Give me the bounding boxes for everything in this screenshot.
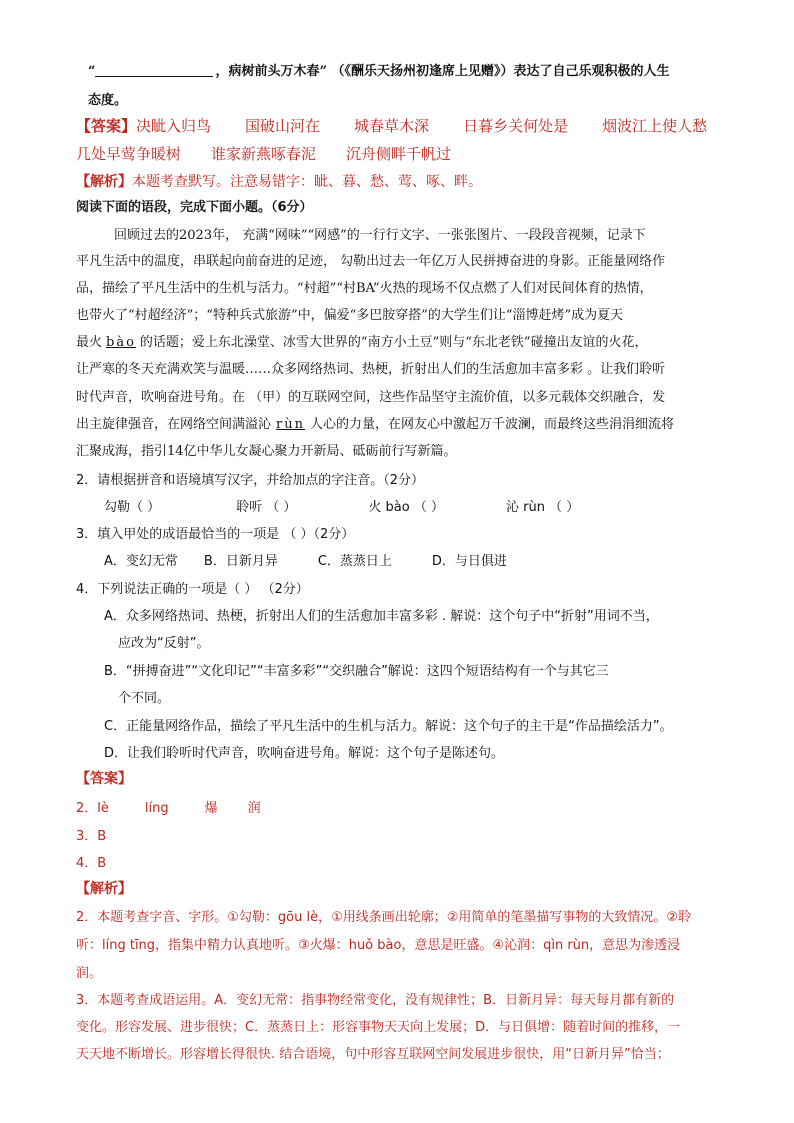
passage-line: 汇聚成海，指引14亿中华儿女凝心聚力开新局、砥砺前行写新篇。: [76, 444, 457, 459]
answer-1-row-1: [76, 115, 707, 136]
passage-text: 最火: [76, 335, 103, 350]
analysis-text: 本题考查默写。注意易错字：眦、暮、愁、莺、啄、畔。: [132, 174, 482, 190]
answer-item: 国破山河在: [245, 117, 321, 135]
answer-le: 2．lè: [76, 801, 109, 816]
answer-item: 谁家新燕啄春泥: [211, 145, 317, 163]
answer-1-row-2: [76, 143, 451, 164]
answer-run: 润: [247, 801, 261, 816]
passage-line: 回顾过去的2023年， 充满“网味”“网感”的一行行文字、一张张图片、一段段音视频，记录下: [114, 228, 646, 243]
analysis-line: 听：líng tīng，指集中精力认真地听。③火爆：huǒ bào，意思是旺盛。④沁润：qìn rùn，意思为渗透浸: [76, 938, 681, 953]
answer-item: 几处早莺争暖树: [76, 145, 182, 163]
question-2-fields: [104, 496, 579, 515]
answer-2-q2: [76, 797, 261, 816]
analysis-line: 变化。形容发展、进步很快；C．蒸蒸日上：形容事物天天向上发展；D．与日俱增：随着时间的推移，一: [76, 1020, 681, 1035]
passage-text: 人心的力量，在网友心中激起万千波澜，而最终这些涓涓细流将: [309, 417, 674, 432]
analysis-label: 【解析】: [76, 174, 132, 190]
intro-text: ，病树前头万木春” （《酬乐天扬州初逢席上见赠》）表达了自己乐观积极的人生: [215, 64, 670, 79]
answer-ling: líng: [144, 801, 169, 816]
answer-item: 日暮乡关何处是: [463, 117, 569, 135]
option-b: B．“拼搏奋进”“文化印记”“丰富多彩”“交织融合”解说：这四个短语结构有一个与其它三: [104, 664, 609, 679]
passage-text: 的话题；爱上东北澡堂、冰雪大世界的“南方小土豆”则与“东北老铁”碰撞出友谊的火花，: [139, 335, 648, 350]
option-b: B．日新月异: [203, 554, 278, 569]
question-2: 2．请根据拼音和语境填写汉字，并给加点的字注音。（2分）: [76, 473, 425, 488]
answer-item: 决眦入归鸟: [136, 117, 212, 135]
passage-line: 时代声音，吹响奋进号角。在 （甲）的互联网空间，这些作品坚守主流价值，以多元载体交织融合，发: [76, 390, 666, 405]
analysis-line: 润。: [76, 966, 103, 981]
option-c: C．正能量网络作品，描绘了平凡生活中的生机与活力。解说：这个句子的主干是“作品描绘活力”。: [104, 719, 673, 734]
passage-line: 让严寒的冬天充满欢笑与温暖……众多网络热词、热梗，折射出人们的生活愈加丰富多彩 。让我们聆听: [76, 362, 666, 377]
analysis-line: 天天地不断增长。形容增长得很快. 结合语境，句中形容互联网空间发展进步很快，用“日新月异”恰当；: [76, 1047, 670, 1062]
option-a-cont: 应改为“反射”。: [118, 636, 210, 651]
option-c: C．蒸蒸日上: [317, 554, 392, 569]
reading-title: 阅读下面的语段，完成下面小题。（6分）: [76, 200, 313, 215]
analysis-line: 3．本题考查成语运用。A．变幻无常：指事物经常变化，没有规律性；B．日新月异：每天每月都有新的: [76, 993, 675, 1008]
field-lingting: 聆听 （ ）: [236, 500, 297, 515]
question-3: 3．填入甲处的成语最恰当的一项是 （ ）（2分）: [76, 527, 355, 542]
answer-bao: 爆: [204, 801, 218, 816]
field-huobao: 火 bào （ ）: [368, 500, 444, 515]
intro-line-1: [88, 60, 670, 79]
passage-line: 也带火了“村超经济”；“特种兵式旅游”中，偏爱“多巴胺穿搭”的大学生们让“淄博赶烤”成为夏天: [76, 308, 624, 323]
analysis-1: [76, 171, 482, 191]
passage-line: [76, 331, 648, 350]
option-b-cont: 个不同。: [118, 691, 171, 706]
answer-2-q3: 3．B: [76, 829, 107, 844]
option-a: A．众多网络热词、热梗，折射出人们的生活愈加丰富多彩 . 解说：这个句子中“折射”用词不当，: [104, 609, 659, 624]
option-d: D．与日俱进: [431, 554, 507, 569]
question-4: 4．下列说法正确的一项是（ ） （2分）: [76, 582, 309, 597]
intro-line-2: 态度。: [88, 93, 128, 108]
answer-label: 【答案】: [76, 117, 137, 135]
analysis-line: 2．本题考查字音、字形。①勾勒：gōu lè，①用线条画出轮廓；②用简单的笔墨描写事物的大致情况。②聆: [76, 910, 692, 925]
option-a: A．变幻无常: [104, 554, 178, 569]
analysis-2-label: 【解析】: [76, 881, 132, 897]
pinyin-bao: bào: [106, 335, 136, 350]
answer-item: 城春草木深: [354, 117, 430, 135]
fill-blank: [95, 64, 213, 77]
passage-text: 出主旋律强音，在网络空间满溢沁: [76, 417, 272, 432]
passage-line: 平凡生活中的温度，串联起向前奋进的足迹， 勾勒出过去一年亿万人民拼搏奋进的身影。正能量网络作: [76, 254, 666, 269]
option-d: D．让我们聆听时代声音，吹响奋进号角。解说：这个句子是陈述句。: [104, 746, 505, 761]
field-qinrun: 沁 rùn （ ）: [505, 500, 580, 515]
open-quote: “: [88, 64, 96, 79]
question-3-options: [104, 550, 507, 569]
passage-line: 品，描绘了平凡生活中的生机与活力。“村超”“村BA”火热的现场不仅点燃了人们对民间体育的热情，: [76, 281, 653, 296]
answer-item: 沉舟侧畔千帆过: [346, 145, 452, 163]
field-gouler: 勾勒（ ）: [104, 500, 161, 515]
passage-line: [76, 413, 674, 432]
pinyin-run: rùn: [276, 417, 305, 432]
answer-2-q4: 4．B: [76, 856, 107, 871]
answer-item: 烟波江上使人愁: [602, 117, 708, 135]
answer-2-label: 【答案】: [76, 771, 132, 787]
